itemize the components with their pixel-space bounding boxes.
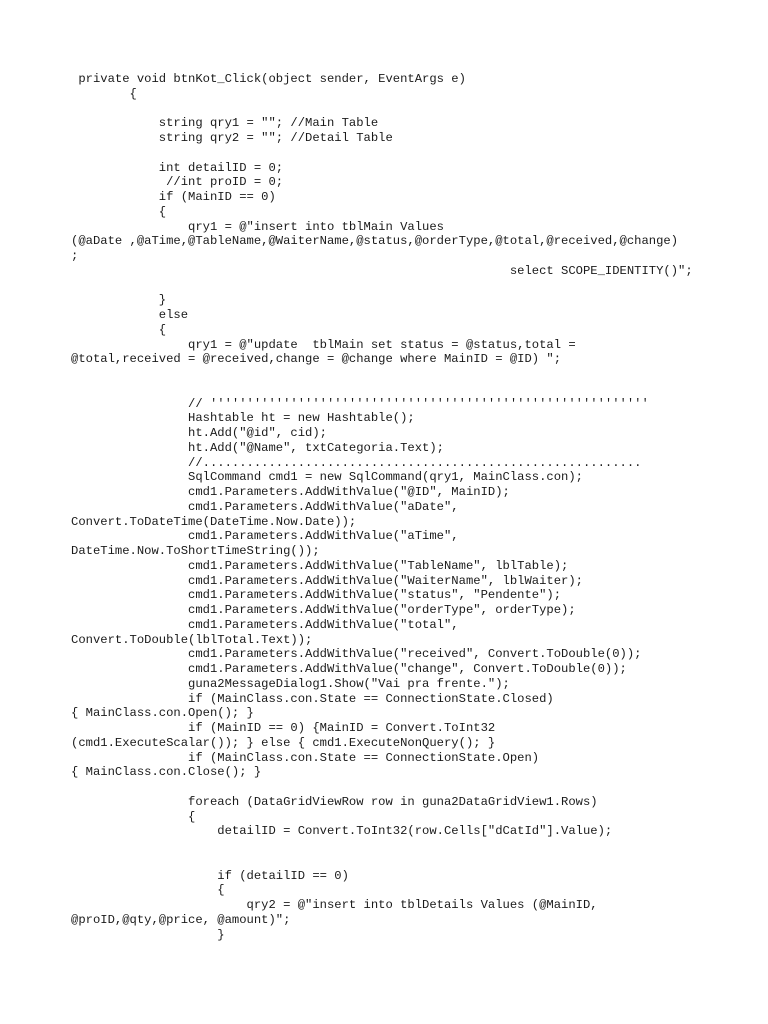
code-line: string qry1 = ""; //Main Table: [71, 116, 379, 131]
code-line: int detailID = 0;: [71, 160, 284, 175]
code-line: cmd1.Parameters.AddWithValue("change", Convert.ToDouble(0));: [71, 662, 627, 676]
code-line: cmd1.Parameters.AddWithValue("status", "Pendente");: [71, 588, 562, 603]
code-line: [71, 367, 693, 382]
code-line: [71, 279, 693, 294]
code-listing: [71, 72, 693, 942]
code-line: [71, 146, 693, 161]
code-line: {: [71, 322, 167, 337]
code-line: cmd1.Parameters.AddWithValue("orderType", orderType);: [71, 603, 576, 617]
code-line: Convert.ToDateTime(DateTime.Now.Date));: [71, 514, 357, 529]
code-line: cmd1.Parameters.AddWithValue("total",: [71, 617, 459, 632]
code-line: // '''''''''''''''''''''''''''''''''''''''''''''''''''''''''''': [71, 396, 649, 411]
code-line: Hashtable ht = new Hashtable();: [71, 411, 415, 426]
code-line: DateTime.Now.ToShortTimeString());: [71, 544, 320, 558]
code-line: qry1 = @"update tblMain set status = @status,total =: [71, 337, 576, 352]
code-line: ;: [71, 249, 79, 263]
code-line: if (MainClass.con.State == ConnectionState.Open): [71, 750, 540, 765]
code-line: {: [71, 86, 137, 101]
code-line: private void btnKot_Click(object sender, EventArgs e): [71, 72, 466, 86]
code-line: { MainClass.con.Open(); }: [71, 706, 254, 721]
code-line: cmd1.Parameters.AddWithValue("aTime",: [71, 529, 459, 544]
code-line: if (MainClass.con.State == ConnectionState.Closed): [71, 691, 554, 706]
code-line: [71, 854, 693, 869]
code-line: cmd1.Parameters.AddWithValue("aDate",: [71, 499, 459, 514]
code-line: [71, 382, 693, 397]
code-line: qry1 = @"insert into tblMain Values: [71, 219, 444, 234]
code-line: string qry2 = ""; //Detail Table: [71, 131, 393, 145]
code-line: detailID = Convert.ToInt32(row.Cells["dCatId"].Value);: [71, 824, 613, 839]
code-line: if (detailID == 0): [71, 868, 349, 883]
code-line: }: [71, 293, 167, 308]
code-line: {: [71, 809, 196, 824]
code-line: {: [71, 204, 167, 219]
code-line: foreach (DataGridViewRow row in guna2DataGridView1.Rows): [71, 794, 598, 809]
code-line: @total,received = @received,change = @change where MainID = @ID) ";: [71, 352, 562, 367]
code-line: ht.Add("@id", cid);: [71, 426, 327, 440]
code-line: if (MainID == 0): [71, 190, 276, 204]
code-line: SqlCommand cmd1 = new SqlCommand(qry1, MainClass.con);: [71, 470, 583, 485]
code-line: cmd1.Parameters.AddWithValue("TableName", lblTable);: [71, 558, 569, 573]
code-line: { MainClass.con.Close(); }: [71, 765, 262, 780]
code-line: @proID,@qty,@price, @amount)";: [71, 912, 291, 927]
code-line: }: [71, 927, 225, 942]
code-line: [71, 839, 693, 854]
code-line: cmd1.Parameters.AddWithValue("@ID", MainID);: [71, 485, 510, 499]
code-line: //int proID = 0;: [71, 175, 284, 190]
code-line: ht.Add("@Name", txtCategoria.Text);: [71, 440, 444, 455]
code-line: cmd1.Parameters.AddWithValue("received", Convert.ToDouble(0));: [71, 647, 642, 662]
code-line: {: [71, 883, 225, 898]
code-line: cmd1.Parameters.AddWithValue("WaiterName", lblWaiter);: [71, 573, 583, 588]
code-line: guna2MessageDialog1.Show("Vai pra frente.");: [71, 676, 510, 691]
code-line: qry2 = @"insert into tblDetails Values (@MainID,: [71, 898, 598, 912]
code-line: [71, 102, 693, 117]
code-line: select SCOPE_IDENTITY()";: [71, 263, 693, 278]
code-line: (cmd1.ExecuteScalar()); } else { cmd1.ExecuteNonQuery(); }: [71, 735, 496, 750]
code-line: if (MainID == 0) {MainID = Convert.ToInt32: [71, 721, 496, 735]
code-line: (@aDate ,@aTime,@TableName,@WaiterName,@status,@orderType,@total,@received,@change): [71, 234, 679, 249]
code-line: [71, 780, 693, 795]
code-line: //............................................................: [71, 455, 642, 470]
code-line: Convert.ToDouble(lblTotal.Text));: [71, 632, 313, 647]
code-line: else: [71, 308, 189, 322]
